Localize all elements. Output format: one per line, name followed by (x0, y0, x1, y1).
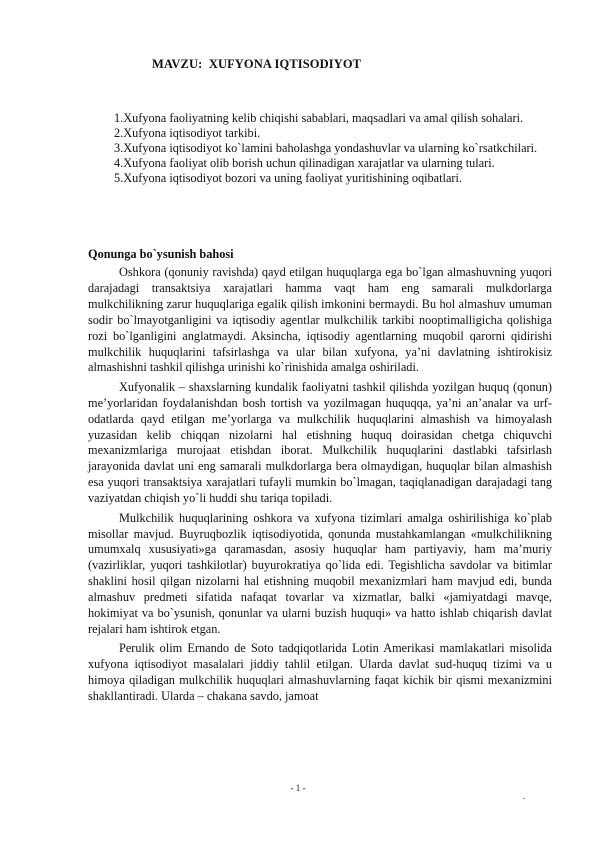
outline-item: 1.Xufyona faoliyatning kelib chiqishi sabablari, maqsadlari va amal qilish sohalari. (114, 111, 524, 125)
outline-item: 2.Xufyona iqtisodiyot tarkibi. (114, 126, 261, 140)
body-paragraph: Mulkchilik huquqlarining oshkora va xufyona tizimlari amalga oshirilishiga ko`plab misollar mavjud. Buyruqbozlik iqtisodiyotida, qonunda mustahkamlangan «mulkchilikning umumxalq xususiyati»ga qaramasdan, asosiy huquqlar ham partiyaviy, ham ma’muriy (vazirliklar, yuqori tashkilotlar) buyurokratiya qo`lida edi. Tegishlicha savdolar va bitimlar shaklini hosil qilgan nizolarni hal etishning muqobil mexanizmlari ham mavjud edi, bunda almashuv predmeti sifatida nafaqat tovarlar va xizmatlar, balki «jamiyatdagi mavqe, hokimiyat va bo`ysunish, qonunlar va ularni buzish huquqi» va hatto ishlab chiqarish davlat rejalari ham ishtirok etgan. (88, 510, 552, 636)
body-paragraph: Oshkora (qonuniy ravishda) qayd etilgan huquqlarga ega bo`lgan almashuvning yuqori darajadagi transaktsiya xarajatlari hamma vaqt ham eng samarali mulkdorlarga mulkchilikning zarur huquqlariga egalik qilish imkonini bermaydi. Bu hol almashuv umuman sodir bo`lmayotganligini va iqtisodiy agentlar mulkchilik tarkibi nooptimalligicha qolishiga rozi bo`lganligini anglatmaydi. Aksincha, iqtisodiy agentlarning muqobil qarorni qidirishi mulkchilik huquqlarini tafsirlashga va ular bilan xufyona, ya’ni davlatning ishtirokisiz almashishni tashkil qilishga urinishi ko`rinishida amalga oshiriladi. (88, 265, 552, 375)
footer-mark: . (523, 791, 526, 801)
document-title: MAVZU: XUFYONA IQTISODIYOT (152, 57, 362, 71)
outline-item: 3.Xufyona iqtisodiyot ko`lamini baholashga yondashuvlar va ularning ko`rsatkchilari. (114, 141, 538, 155)
topic-outline (114, 111, 550, 186)
body-paragraph: Perulik olim Ernando de Soto tadqiqotlarida Lotin Amerikasi mamlakatlari misolida xufyona iqtisodiyot masalalari jiddiy tahlil etilgan. Ularda davlat sud-huquq tizimi va u himoya qiladigan mulkchilik huquqlari almashuvlarning faqat kichik bir qismi mexanizmini shakllantiradi. Ularda – chakana savdo, jamoat (88, 641, 552, 704)
outline-item: 5.Xufyona iqtisodiyot bozori va uning faoliyat yuritishining oqibatlari. (114, 171, 463, 185)
body-paragraph: Xufyonalik – shaxslarning kundalik faoliyatni tashkil qilishda yozilgan huquq (qonun) me’yorlaridan foydalanishdan bosh tortish va yozilmagan huquqqa, ya’ni an’analar va urf-odatlarda qayd etilgan me’yorlarga va mulkchilik huquqlarini almashish va himoyalash yuzasidan kelib chiqqan nizolarni hal etishning huquq doirasidan chetga chiquvchi mexanizmlariga murojaat etishdan iborat. Mulkchilik huquqlarini dastlabki tafsirlash jarayonida davlat uni eng samarali mulkdorlarga bera olmaydigan, huquqlar bilan almashish esa yuqori transaktsiya xarajatlari tufayli mumkin bo`lmagan, taqiqlanadigan darajadagi tang vaziyatdan chiqish yo`li huddi shu tariqa topiladi. (88, 379, 552, 506)
page-number: - 1 - (290, 783, 306, 793)
body-text (88, 265, 552, 708)
outline-item: 4.Xufyona faoliyat olib borish uchun qilinadigan xarajatlar va ularning tulari. (114, 156, 495, 170)
section-heading: Qonunga bo`ysunish bahosi (88, 247, 234, 261)
